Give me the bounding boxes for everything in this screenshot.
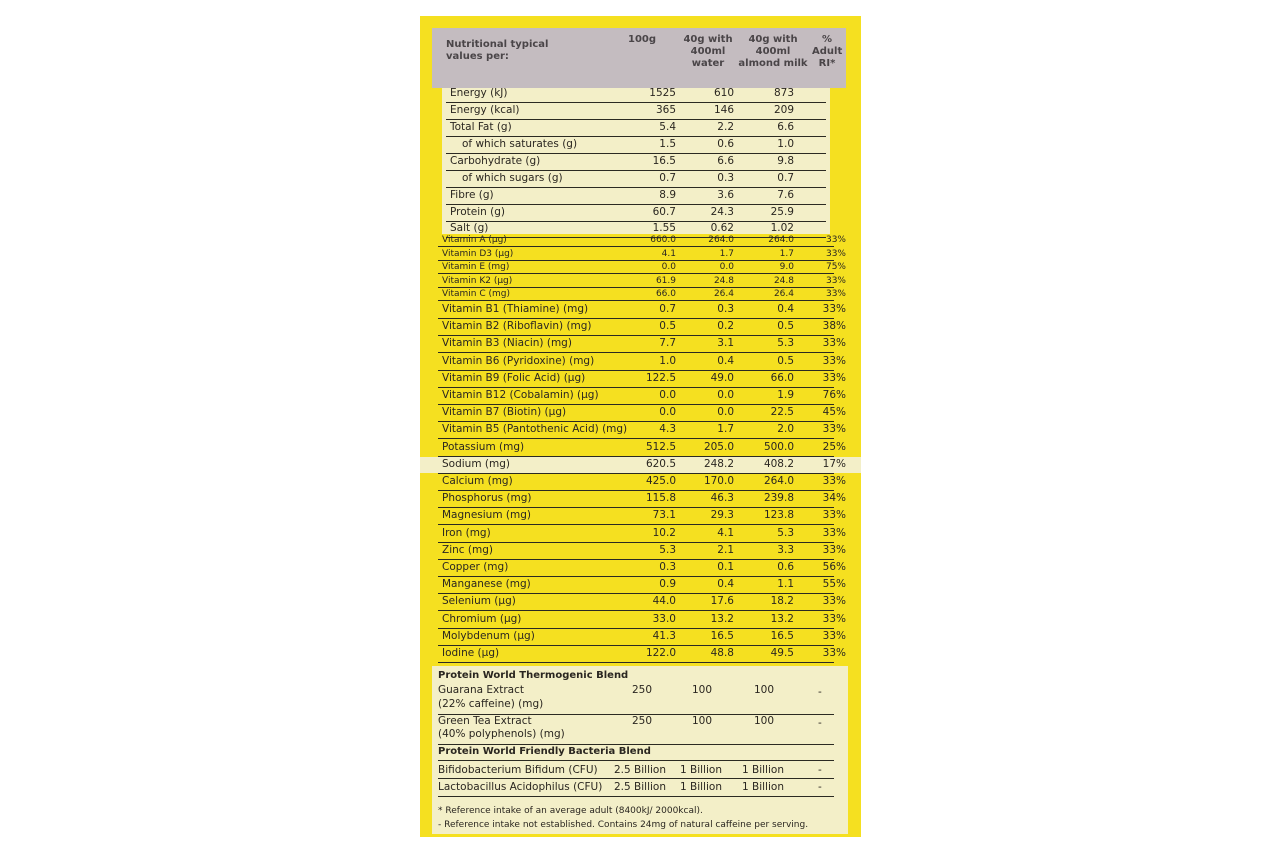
value-almond: 66.0 — [770, 371, 794, 384]
acidophilus-almond: 1 Billion — [742, 781, 784, 793]
value-ri: 33% — [822, 475, 846, 487]
value-100g: 7.7 — [659, 337, 676, 350]
green-tea-ri: - — [818, 717, 822, 729]
value-almond: 5.3 — [777, 526, 794, 539]
divider — [438, 796, 834, 797]
acidophilus-100g: 2.5 Billion — [614, 781, 666, 793]
value-100g: 61.9 — [655, 275, 676, 286]
table-row — [438, 275, 846, 288]
nutrient-name: Vitamin A (µg) — [442, 235, 507, 245]
value-ri: 33% — [825, 289, 846, 299]
table-row — [438, 422, 846, 439]
value-100g: 660.0 — [650, 235, 676, 245]
nutrient-name: Vitamin B6 (Pyridoxine) (mg) — [442, 354, 595, 367]
value-water: 2.2 — [717, 121, 734, 133]
value-ri: 33% — [825, 275, 846, 286]
value-almond: 0.7 — [777, 172, 794, 184]
value-ri: 33% — [822, 303, 846, 315]
value-almond: 22.5 — [770, 406, 794, 419]
value-100g: 16.5 — [652, 155, 676, 167]
divider — [438, 744, 834, 745]
value-100g: 44.0 — [652, 595, 676, 608]
table-row — [438, 508, 846, 525]
value-100g: 0.3 — [659, 561, 676, 573]
value-ri: 38% — [822, 320, 846, 333]
acidophilus-label: Lactobacillus Acidophilus (CFU) — [438, 781, 603, 793]
acidophilus-water: 1 Billion — [680, 781, 722, 793]
nutrient-name: Iodine (µg) — [442, 647, 500, 659]
nutrient-name: Manganese (mg) — [442, 578, 531, 591]
guarana-label-2: (22% caffeine) (mg) — [438, 698, 544, 710]
value-water: 264.0 — [708, 235, 734, 245]
value-almond: 9.8 — [777, 155, 794, 167]
nutrient-name: Iron (mg) — [442, 526, 491, 539]
value-water: 0.3 — [717, 303, 734, 315]
value-water: 0.2 — [717, 320, 734, 333]
bacteria-title: Protein World Friendly Bacteria Blend — [438, 746, 651, 757]
bifidum-100g: 2.5 Billion — [614, 764, 666, 776]
value-almond: 0.6 — [777, 561, 794, 573]
value-100g: 0.0 — [659, 389, 676, 401]
green-tea-label-1: Green Tea Extract — [438, 715, 532, 727]
value-water: 248.2 — [703, 457, 734, 470]
value-water: 46.3 — [710, 492, 734, 505]
value-water: 17.6 — [710, 595, 734, 608]
value-almond: 25.9 — [770, 206, 794, 218]
table-row — [438, 440, 846, 457]
nutrient-name: Magnesium (mg) — [442, 509, 531, 522]
value-100g: 0.7 — [659, 172, 676, 184]
table-row — [438, 560, 846, 577]
table-row — [446, 86, 826, 103]
table-row — [438, 629, 846, 646]
table-row — [438, 371, 846, 388]
nutrient-name: Total Fat (g) — [450, 121, 512, 133]
footnote-ri: * Reference intake of an average adult (8400kJ/ 2000kcal). — [438, 806, 703, 816]
nutrient-name: Energy (kJ) — [450, 87, 508, 99]
nutrient-name: Selenium (µg) — [442, 595, 516, 608]
value-water: 1.7 — [717, 423, 734, 436]
table-row — [438, 319, 846, 336]
value-100g: 512.5 — [645, 440, 676, 453]
nutrient-name: Salt (g) — [450, 222, 489, 234]
value-almond: 1.0 — [777, 138, 794, 150]
table-row — [446, 103, 826, 120]
footnote-caffeine: - Reference intake not established. Contains 24mg of natural caffeine per serving. — [438, 820, 809, 830]
value-ri: 33% — [822, 509, 846, 522]
value-water: 24.8 — [713, 275, 734, 286]
value-100g: 1.5 — [659, 138, 676, 150]
value-almond: 1.1 — [777, 578, 794, 591]
value-100g: 365 — [655, 104, 676, 116]
value-100g: 0.9 — [659, 578, 676, 591]
value-almond: 1.02 — [770, 222, 794, 234]
value-almond: 49.5 — [770, 647, 794, 659]
nutrient-name: of which saturates (g) — [462, 138, 578, 150]
nutrient-name: Vitamin K2 (µg) — [442, 275, 513, 286]
value-ri: 33% — [822, 423, 846, 436]
bifidum-ri: - — [818, 764, 822, 776]
value-water: 13.2 — [710, 612, 734, 625]
table-row — [446, 154, 826, 171]
value-almond: 5.3 — [777, 337, 794, 350]
value-100g: 10.2 — [652, 526, 676, 539]
value-almond: 6.6 — [777, 121, 794, 133]
value-water: 0.1 — [717, 561, 734, 573]
header-ri: % Adult RI* — [812, 34, 843, 69]
table-row — [438, 261, 846, 274]
value-100g: 73.1 — [652, 509, 676, 522]
table-row — [438, 612, 846, 629]
nutrient-name: Copper (mg) — [442, 561, 509, 573]
header-water: 40g with 400ml water — [683, 34, 733, 69]
value-water: 0.0 — [719, 262, 734, 272]
value-ri: 33% — [822, 612, 846, 625]
value-ri: 33% — [822, 371, 846, 384]
table-row — [438, 474, 846, 491]
value-100g: 122.0 — [645, 647, 676, 659]
value-water: 26.4 — [713, 289, 734, 299]
table-row — [438, 646, 846, 663]
bifidum-almond: 1 Billion — [742, 764, 784, 776]
value-almond: 264.0 — [763, 475, 794, 487]
value-100g: 0.7 — [659, 303, 676, 315]
guarana-almond: 100 — [754, 684, 775, 696]
nutrient-name: Energy (kcal) — [450, 104, 520, 116]
value-water: 3.1 — [717, 337, 734, 350]
value-ri: 56% — [822, 561, 846, 573]
value-water: 610 — [713, 87, 734, 99]
value-water: 205.0 — [703, 440, 734, 453]
value-almond: 13.2 — [770, 612, 794, 625]
value-ri: 33% — [822, 354, 846, 367]
header-100g: 100g — [628, 34, 657, 45]
value-100g: 1.0 — [659, 354, 676, 367]
value-almond: 873 — [773, 87, 794, 99]
nutrient-name: Vitamin B3 (Niacin) (mg) — [442, 337, 572, 350]
nutrient-name: Vitamin B9 (Folic Acid) (µg) — [442, 371, 586, 384]
value-almond: 16.5 — [770, 629, 794, 642]
value-ri: 33% — [822, 629, 846, 642]
thermo-title: Protein World Thermogenic Blend — [438, 670, 629, 681]
value-ri: 45% — [822, 406, 846, 419]
value-almond: 9.0 — [779, 262, 794, 272]
nutrient-name: Vitamin B1 (Thiamine) (mg) — [442, 303, 589, 315]
value-100g: 60.7 — [652, 206, 676, 218]
header-almond: 40g with 400ml almond milk — [738, 34, 808, 69]
value-almond: 1.9 — [777, 389, 794, 401]
value-100g: 115.8 — [645, 492, 676, 505]
nutrient-name: Vitamin B7 (Biotin) (µg) — [442, 406, 567, 419]
table-row — [446, 171, 826, 188]
table-row — [438, 594, 846, 611]
table-row — [438, 577, 846, 594]
nutrient-name: Phosphorus (mg) — [442, 492, 532, 505]
value-water: 4.1 — [717, 526, 734, 539]
value-water: 0.3 — [717, 172, 734, 184]
table-row — [438, 234, 846, 247]
nutrient-name: Sodium (mg) — [442, 457, 510, 470]
value-water: 48.8 — [710, 647, 734, 659]
value-almond: 1.7 — [779, 248, 794, 259]
value-almond: 3.3 — [777, 543, 794, 556]
table-row — [438, 405, 846, 422]
value-water: 29.3 — [710, 509, 734, 522]
nutrient-name: Chromium (µg) — [442, 612, 522, 625]
table-header — [432, 28, 846, 88]
value-water: 2.1 — [717, 543, 734, 556]
green-tea-water: 100 — [692, 715, 713, 727]
value-100g: 620.5 — [645, 457, 676, 470]
bifidum-label: Bifidobacterium Bifidum (CFU) — [438, 764, 598, 776]
acidophilus-ri: - — [818, 781, 822, 793]
value-water: 0.0 — [717, 389, 734, 401]
table-row — [446, 137, 826, 154]
value-100g: 4.1 — [661, 248, 676, 259]
value-almond: 7.6 — [777, 189, 794, 201]
nutrient-name: Potassium (mg) — [442, 440, 525, 453]
guarana-water: 100 — [692, 684, 713, 696]
value-100g: 5.4 — [659, 121, 676, 133]
value-ri: 33% — [825, 235, 846, 245]
value-water: 0.0 — [717, 406, 734, 419]
value-almond: 209 — [773, 104, 794, 116]
table-row — [438, 248, 846, 261]
value-almond: 2.0 — [777, 423, 794, 436]
value-almond: 26.4 — [773, 289, 794, 299]
value-ri: 33% — [822, 595, 846, 608]
value-almond: 0.5 — [777, 354, 794, 367]
table-row — [438, 302, 846, 319]
value-100g: 122.5 — [645, 371, 676, 384]
table-row — [446, 120, 826, 137]
guarana-100g: 250 — [632, 684, 653, 696]
value-almond: 18.2 — [770, 595, 794, 608]
value-100g: 66.0 — [655, 289, 676, 299]
value-water: 146 — [713, 104, 734, 116]
value-100g: 4.3 — [659, 423, 676, 436]
value-almond: 408.2 — [763, 457, 794, 470]
value-100g: 425.0 — [645, 475, 676, 487]
nutrient-name: Calcium (mg) — [442, 475, 513, 487]
table-row — [438, 336, 846, 353]
divider — [438, 760, 834, 761]
bifidum-water: 1 Billion — [680, 764, 722, 776]
value-almond: 264.0 — [768, 235, 794, 245]
green-tea-almond: 100 — [754, 715, 775, 727]
nutrient-name: of which sugars (g) — [462, 172, 563, 184]
nutrient-name: Vitamin B5 (Pantothenic Acid) (mg) — [442, 423, 628, 436]
value-water: 6.6 — [717, 155, 734, 167]
value-almond: 123.8 — [763, 509, 794, 522]
value-ri: 75% — [825, 262, 846, 272]
nutrient-name: Vitamin B2 (Riboflavin) (mg) — [442, 320, 592, 333]
nutrient-name: Zinc (mg) — [442, 543, 493, 556]
value-ri: 33% — [822, 647, 846, 659]
value-ri: 33% — [822, 526, 846, 539]
nutrient-name: Protein (g) — [450, 206, 506, 218]
value-100g: 33.0 — [652, 612, 676, 625]
table-row — [438, 354, 846, 371]
value-ri: 34% — [822, 492, 846, 505]
value-ri: 33% — [822, 543, 846, 556]
nutrient-name: Vitamin B12 (Cobalamin) (µg) — [442, 389, 599, 401]
nutrient-name: Vitamin E (mg) — [442, 262, 510, 272]
nutrient-name: Vitamin D3 (µg) — [442, 248, 514, 259]
value-water: 0.62 — [710, 222, 734, 234]
guarana-ri: - — [818, 686, 822, 698]
value-water: 3.6 — [717, 189, 734, 201]
value-100g: 0.0 — [661, 262, 676, 272]
value-water: 0.4 — [717, 578, 734, 591]
value-ri: 25% — [822, 440, 846, 453]
value-ri: 17% — [822, 457, 846, 470]
nutrient-name: Fibre (g) — [450, 189, 494, 201]
value-100g: 5.3 — [659, 543, 676, 556]
green-tea-label-2: (40% polyphenols) (mg) — [438, 728, 565, 740]
table-row — [438, 288, 846, 301]
green-tea-100g: 250 — [632, 715, 653, 727]
value-water: 24.3 — [710, 206, 734, 218]
value-ri: 55% — [822, 578, 846, 591]
value-water: 16.5 — [710, 629, 734, 642]
divider — [438, 778, 834, 779]
value-water: 0.6 — [717, 138, 734, 150]
table-row — [438, 491, 846, 508]
value-ri: 33% — [822, 337, 846, 350]
table-row — [438, 388, 846, 405]
value-100g: 41.3 — [652, 629, 676, 642]
table-row — [446, 188, 826, 205]
value-almond: 500.0 — [763, 440, 794, 453]
value-100g: 1525 — [649, 87, 676, 99]
table-row — [446, 205, 826, 222]
value-water: 49.0 — [710, 371, 734, 384]
value-100g: 1.55 — [652, 222, 676, 234]
header-per: Nutritional typical values per: — [446, 39, 549, 62]
value-ri: 76% — [822, 389, 846, 401]
table-row — [438, 543, 846, 560]
value-water: 0.4 — [717, 354, 734, 367]
value-100g: 0.5 — [659, 320, 676, 333]
table-row — [438, 457, 846, 474]
value-water: 170.0 — [703, 475, 734, 487]
guarana-label-1: Guarana Extract — [438, 684, 525, 696]
value-almond: 0.5 — [777, 320, 794, 333]
nutrition-label — [420, 16, 861, 837]
value-ri: 33% — [825, 248, 846, 259]
value-almond: 239.8 — [763, 492, 794, 505]
value-100g: 8.9 — [659, 189, 676, 201]
value-water: 1.7 — [719, 248, 734, 259]
value-100g: 0.0 — [659, 406, 676, 419]
value-almond: 0.4 — [777, 303, 794, 315]
value-almond: 24.8 — [773, 275, 794, 286]
nutrient-name: Carbohydrate (g) — [450, 155, 541, 167]
nutrient-name: Molybdenum (µg) — [442, 629, 535, 642]
nutrient-name: Vitamin C (mg) — [442, 289, 510, 299]
table-row — [438, 526, 846, 543]
